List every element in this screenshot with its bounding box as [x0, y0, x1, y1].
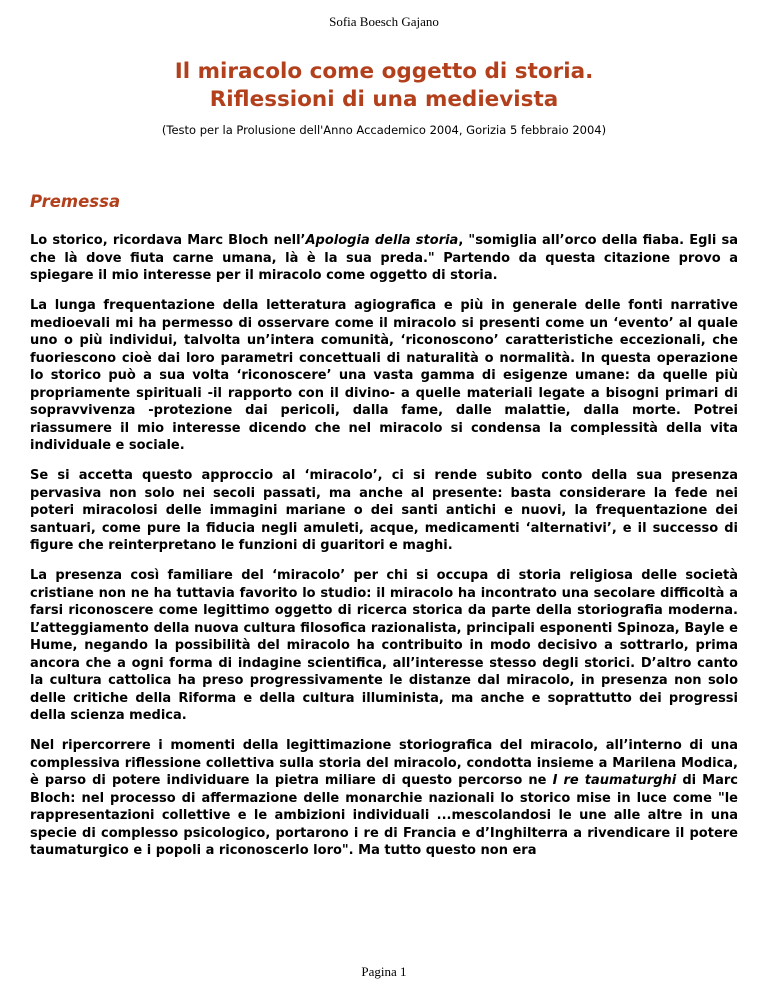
paragraph-2: La lunga frequentazione della letteratura agiografica e più in generale delle fonti narrative medioevali mi ha permesso di osservare come il miracolo si presenti come un ‘evento’ al quale uno o più individui, talvolta un’intera comunità, ‘riconoscono’ caratteristiche eccezionali, che fuoriescono cioè dai loro parametri concettuali di naturalità o normalità. In questa operazione lo storico può a sua volta ‘riconoscere’ una vasta gamma di esigenze umane: da quelle più propriamente spirituali -il rapporto con il divino- a quelle materiali legate a bisogni primari di sopravvivenza -protezione dai pericoli, dalla fame, dalle malattie, dalla morte. Potrei riassumere il mio interesse dicendo che nel miracolo si condensa la complessità della vita individuale e sociale.: [30, 298, 738, 453]
paragraph-1-text-a: Lo storico, ricordava Marc Bloch nell’: [30, 233, 306, 248]
body-text: [30, 232, 738, 872]
document-title: [0, 58, 768, 114]
paragraph-3: Se si accetta questo approccio al ‘miracolo’, ci si rende subito conto della sua presenza pervasiva non solo nei secoli passati, ma anche al presente: basta considerare la fede nei poteri miracolosi delle immagini mariane o dei santi antichi e nuovi, la frequentazione dei santuari, come pure la fiducia negli amuleti, acque, medicamenti ‘alternativi’, e il successo di figure che reinterpretano le funzioni di guaritori e maghi.: [30, 468, 738, 553]
paragraph-5-text-b: di Marc Bloch: nel processo di affermazione delle monarchie nazionali lo storico mise in luce come "le rappresentazioni collettive e le ambizioni individuali ...mescolandosi le une alle altre in una specie di complesso psicologico, portarono i re di Francia e d’Inghilterra a rivendicare il potere taumaturgico e i popoli a riconoscerlo loro". Ma tutto questo non era: [30, 773, 739, 858]
document-subtitle: (Testo per la Prolusione dell'Anno Accademico 2004, Gorizia 5 febbraio 2004): [161, 123, 607, 137]
paragraph-1: [30, 232, 738, 285]
paragraph-5-italic-title: I re taumaturghi: [552, 773, 677, 788]
paragraph-4: La presenza così familiare del ‘miracolo’ per chi si occupa di storia religiosa delle società cristiane non ne ha tuttavia favorito lo studio: il miracolo ha incontrato una secolare difficoltà a farsi riconoscere come legittimo oggetto di ricerca storica da parte della storiografia moderna. L’atteggiamento della nuova cultura filosofica razionalista, principali esponenti Spinoza, Bayle e Hume, negando la possibilità del miracolo ha contribuito in modo decisivo a sottrarlo, prima ancora che a ogni forma di indagine scientifica, all’interesse stesso degli storici. D’altro canto la cultura cattolica ha preso progressivamente le distanze dal miracolo, in presenza non solo delle critiche della Riforma e della cultura illuminista, ma anche e soprattutto dei progressi della scienza medica.: [30, 568, 738, 723]
paragraph-5: [30, 737, 738, 860]
page-number: Pagina 1: [361, 964, 407, 979]
title-line-2: Riflessioni di una medievista: [209, 87, 559, 112]
paragraph-1-text-b: , "somiglia all’orco della fiaba. Egli sa che là dove fiuta carne umana, là è la sua preda." Partendo da questa citazione provo a spiegare il mio interesse per il miracolo come oggetto di storia.: [30, 233, 738, 283]
title-line-1: Il miracolo come oggetto di storia.: [174, 59, 594, 84]
section-heading-premessa: Premessa: [30, 192, 121, 211]
paragraph-1-italic-title: Apologia della storia: [305, 233, 459, 248]
paragraph-5-text-a: Nel ripercorrere i momenti della legittimazione storiografica del miracolo, all’interno di una complessiva riflessione collettiva sulla storia del miracolo, condotta insieme a Marilena Modica, è parso di potere individuare la pietra miliare di questo percorso ne: [30, 738, 738, 788]
running-header-author: Sofia Boesch Gajano: [329, 14, 439, 29]
